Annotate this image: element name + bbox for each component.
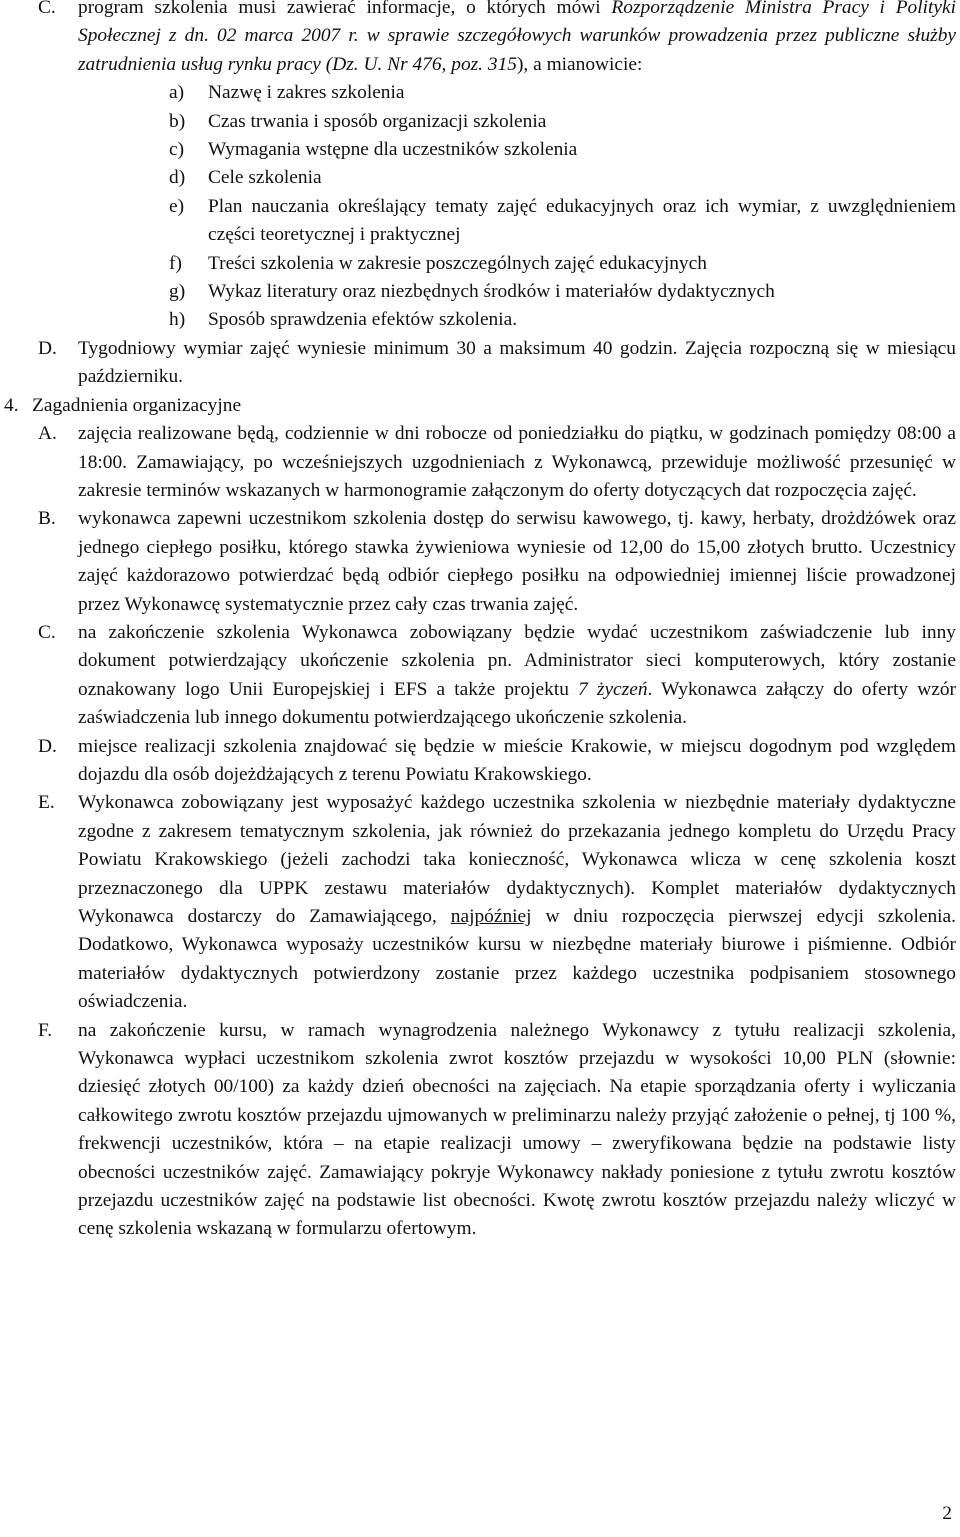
subitem-d: [0, 164, 960, 192]
org-d-text: miejsce realizacji szkolenia znajdować się będzie w mieście Krakowie, w miejscu dogodnym pod względem dojazdu dla osób dojeżdżających z terenu Powiatu Krakowskiego.: [78, 735, 956, 785]
org-c-text-end: . Wykonawca załączy do oferty wzór zaświadczenia lub innego dokumentu potwierdzającego ukończenie szkolenia.: [78, 678, 956, 729]
section-4-title: Zagadnienia organizacyjne: [32, 394, 242, 416]
section-c-marker: C.: [38, 0, 56, 18]
subitem-c-text: Wymagania wstępne dla uczestników szkolenia: [208, 139, 578, 161]
section-c-text-end: ), a mianowicie:: [516, 53, 643, 75]
subitem-h-marker: h): [169, 309, 186, 331]
org-b-text: wykonawca zapewni uczestnikom szkolenia dostęp do serwisu kawowego, tj. kawy, herbaty, drożdżówek oraz jednego ciepłego posiłku, którego stawka żywieniowa wyniesie od 12,00 do 15,00 złotych brutto. Uczestnicy zajęć każdorazowo potwierdzać będą odbiór ciepłego posiłku na odpowiedniej imiennej liście prowadzonej przez Wykonawcę systematycznie przez cały czas trwania zajęć.: [78, 508, 956, 615]
subitem-b-marker: b): [169, 110, 186, 132]
org-e-paragraph: [0, 789, 960, 1016]
org-f-marker: F.: [38, 1019, 53, 1041]
subitem-h-text: Sposób sprawdzenia efektów szkolenia.: [208, 309, 518, 331]
section-d-text: Tygodniowy wymiar zajęć wyniesie minimum 30 a maksimum 40 godzin. Zajęcia rozpoczną się w miesiącu październiku.: [78, 337, 956, 388]
subitem-b: [0, 108, 960, 136]
section-c-paragraph: [0, 0, 960, 79]
org-e-text-end: w dniu rozpoczęcia pierwszej edycji szkolenia. Dodatkowo, Wykonawca wyposaży uczestników kursu w niezbędne materiały biurowe i piśmienne. Odbiór materiałów dydaktycznych potwierdzony zostanie przez każdego uczestnika podpisaniem stosownego oświadczenia.: [78, 906, 956, 1013]
subitem-e-text: Plan nauczania określający tematy zajęć edukacyjnych oraz ich wymiar, z uwzględnieniem części teoretycznej i praktycznej: [208, 195, 956, 246]
section-d-paragraph: [0, 335, 960, 392]
org-c-paragraph: [0, 619, 960, 733]
section-4-heading: [0, 392, 960, 420]
subitem-a-text: Nazwę i zakres szkolenia: [208, 82, 405, 104]
org-c-project-name: 7 życzeń: [578, 678, 648, 700]
org-e-text-start: Wykonawca zobowiązany jest wyposażyć każdego uczestnika szkolenia w niezbędnie materiały dydaktyczne zgodne z zakresem tematycznym szkolenia, jak również do przekazania jednego kompletu do Urzędu Pracy Powiatu Krakowskiego (jeżeli zachodzi taka konieczność, Wykonawca wlicza w cenę szkolenia koszt przeznaczonego dla UPPK zestawu materiałów dydaktycznych). Komplet materiałów dydaktycznych Wykonawca dostarczy do Zamawiającego,: [78, 792, 956, 927]
subitem-g-text: Wykaz literatury oraz niezbędnych środków i materiałów dydaktycznych: [208, 281, 775, 303]
subitem-f-marker: f): [169, 252, 182, 274]
org-c-marker: C.: [38, 621, 56, 643]
org-a-text: zajęcia realizowane będą, codziennie w dni robocze od poniedziałku do piątku, w godzinach pomiędzy 08:00 a 18:00. Zamawiający, po wcześniejszych uzgodnieniach z Wykonawcą, przewiduje możliwość przesunięć w zakresie terminów wskazanych w harmonogramie załączonym do oferty dotyczących dat rozpoczęcia zajęć.: [78, 423, 956, 501]
org-d-marker: D.: [38, 735, 57, 757]
org-d-paragraph: [0, 733, 960, 790]
subitem-g-marker: g): [169, 281, 186, 303]
section-c-text-start: program szkolenia musi zawierać informacje, o których mówi: [78, 0, 612, 18]
subitem-d-marker: d): [169, 167, 186, 189]
section-4-marker: 4.: [4, 394, 19, 416]
subitem-c: [0, 136, 960, 164]
org-b-paragraph: [0, 505, 960, 619]
org-c-text-start: na zakończenie szkolenia Wykonawca zobowiązany będzie wydać uczestnikom zaświadczenie lub inny dokument potwierdzający ukończenie szkolenia pn. Administrator sieci komputerowych, który zostanie oznakowany logo Unii Europejskiej i EFS a także projektu: [78, 621, 956, 700]
org-e-marker: E.: [38, 792, 55, 814]
subitem-f: [0, 250, 960, 278]
subitem-c-marker: c): [169, 139, 185, 161]
subitem-e-marker: e): [169, 195, 185, 217]
subitem-g: [0, 278, 960, 306]
subitem-a-marker: a): [169, 82, 185, 104]
org-b-marker: B.: [38, 508, 56, 530]
subitem-e: [0, 193, 960, 250]
subitem-h: [0, 306, 960, 334]
section-c-regulation-citation: Rozporządzenie Ministra Pracy i Polityki Społecznej z dn. 02 marca 2007 r. w sprawie szczegółowych warunków prowadzenia przez publiczne służby zatrudnienia usług rynku pracy (Dz. U. Nr 476, poz. 315: [78, 0, 956, 75]
org-f-paragraph: [0, 1017, 960, 1244]
subitem-f-text: Treści szkolenia w zakresie poszczególnych zajęć edukacyjnych: [208, 252, 707, 274]
org-a-paragraph: [0, 420, 960, 505]
subitem-b-text: Czas trwania i sposób organizacji szkolenia: [208, 110, 547, 132]
subitem-d-text: Cele szkolenia: [208, 167, 322, 189]
org-f-text: na zakończenie kursu, w ramach wynagrodzenia należnego Wykonawcy z tytułu realizacji szkolenia, Wykonawca wypłaci uczestnikom szkolenia zwrot kosztów przejazdu w wysokości 10,00 PLN (słownie: dziesięć złotych 00/100) za każdy dzień obecności na zajęciach. Na etapie sporządzania oferty i wyliczania całkowitego zwrotu kosztów przejazdu ujmowanych w preliminarzu należy przyjąć założenie o pełnej, tj 100 %, frekwencji uczestników, która – na etapie realizacji umowy – zweryfikowana będzie na podstawie listy obecności uczestników zajęć. Zamawiający pokryje Wykonawcy nakłady poniesione z tytułu zwrotu kosztów przejazdu uczestników zajęć na podstawie list obecności. Kwotę zwrotu kosztów przejazdu należy wliczyć w cenę szkolenia wskazaną w formularzu ofertowym.: [78, 1019, 956, 1240]
org-e-deadline-emphasis: najpóźniej: [450, 906, 532, 927]
org-a-marker: A.: [38, 423, 57, 445]
page-number: 2: [942, 1503, 952, 1524]
subitem-a: [0, 79, 960, 107]
section-d-marker: D.: [38, 337, 57, 359]
